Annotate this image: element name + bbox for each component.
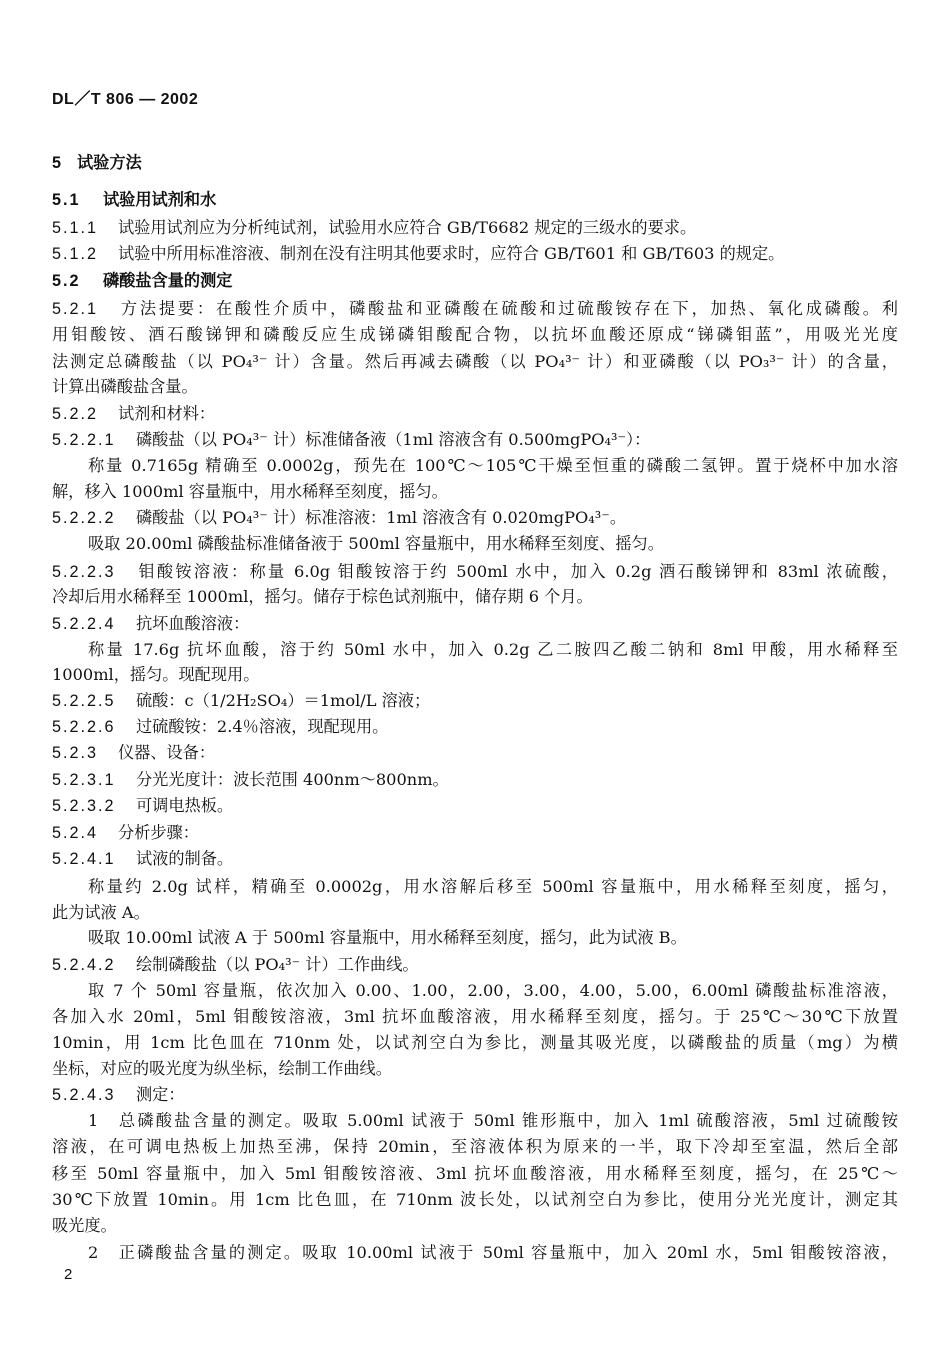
line-text: 30℃下放置 10min。用 1cm 比色皿，在 710nm 波长处，以试剂空白为参比，使用分光光度计，测定其 xyxy=(52,1190,898,1209)
text-line xyxy=(52,716,898,738)
section-number: 5.2.2.1 xyxy=(52,431,116,449)
text-line xyxy=(52,1006,898,1028)
line-text: 解，移入 1000ml 容量瓶中，用水稀释至刻度，摇匀。 xyxy=(52,482,448,501)
text-line xyxy=(52,507,898,529)
text-line xyxy=(52,403,898,425)
line-text: 吸光度。 xyxy=(52,1216,117,1235)
line-text: 此为试液 A。 xyxy=(52,903,150,922)
line-text: 称量约 2.0g 试样，精确至 0.0002g，用水溶解后移至 500ml 容量瓶中，用水稀释至刻度，摇匀， xyxy=(88,877,898,896)
section-number: 5.2.2.3 xyxy=(52,563,116,581)
line-text: 取 7 个 50ml 容量瓶，依次加入 0.00、1.00，2.00，3.00，4.00，5.00，6.00ml 磷酸盐标准溶液， xyxy=(88,981,898,1000)
line-text: 1 总磷酸盐含量的测定。吸取 5.00ml 试液于 50ml 锥形瓶中，加入 1ml 硫酸溶液，5ml 过硫酸铵 xyxy=(88,1111,898,1130)
text-line xyxy=(52,1189,898,1211)
text-line xyxy=(52,270,898,292)
line-text: 称量 17.6g 抗坏血酸，溶于约 50ml 水中，加入 0.2g 乙二胺四乙酸二钠和 8ml 甲酸，用水稀释至 xyxy=(88,640,898,659)
section-number: 5.2.1 xyxy=(52,300,99,318)
line-text: 试验用试剂应为分析纯试剂，试验用水应符合 GB/T6682 规定的三级水的要求。 xyxy=(118,218,697,237)
text-line xyxy=(52,1163,898,1185)
text-line xyxy=(88,980,898,1002)
line-text: 方法提要：在酸性介质中，磷酸盐和亚磷酸在硫酸和过硫酸铵存在下，加热、氧化成磷酸。利 xyxy=(118,299,898,318)
section-number: 5.2.4 xyxy=(52,824,99,842)
text-line xyxy=(52,324,898,346)
section-number: 5.2.2.2 xyxy=(52,509,116,527)
text-line xyxy=(88,639,898,661)
line-text: 称量 0.7165g 精确至 0.0002g，预先在 100℃～105℃干燥至恒重的磷酸二氢钾。置于烧杯中加水溶 xyxy=(88,456,898,475)
line-text: 移至 50ml 容量瓶中，加入 5ml 钼酸铵溶液、3ml 抗坏血酸溶液，用水稀释至刻度，摇匀，在 25℃～ xyxy=(52,1164,898,1183)
text-line xyxy=(52,1084,898,1106)
section-number: 5.2.4.1 xyxy=(52,850,116,868)
text-line xyxy=(88,876,898,898)
text-line xyxy=(88,455,898,477)
text-line xyxy=(52,152,898,174)
section-number: 5.2.3 xyxy=(52,744,99,762)
section-number: 5.2 xyxy=(52,272,81,290)
line-text: 各加入水 20ml，5ml 钼酸铵溶液，3ml 抗坏血酸溶液，用水稀释至刻度，摇匀。于 25℃～30℃下放置 xyxy=(52,1007,898,1026)
text-line xyxy=(52,822,898,844)
line-text: 2 正磷酸盐含量的测定。吸取 10.00ml 试液于 50ml 容量瓶中，加入 20ml 水，5ml 钼酸铵溶液， xyxy=(88,1243,898,1262)
text-line xyxy=(88,927,898,949)
text-line xyxy=(52,1058,898,1080)
line-text: 10min，用 1cm 比色皿在 710nm 处，以试剂空白为参比，测量其吸光度，以磷酸盐的质量（mg）为横 xyxy=(52,1033,898,1052)
text-line xyxy=(52,586,898,608)
line-text: 1000ml，摇匀。现配现用。 xyxy=(52,665,260,684)
section-number: 5.2.4.3 xyxy=(52,1086,116,1104)
text-line xyxy=(52,1136,898,1158)
text-line xyxy=(52,902,898,924)
section-number: 5.2.2 xyxy=(52,405,99,423)
section-heading: 磷酸盐含量的测定 xyxy=(103,271,233,290)
line-text: 试液的制备。 xyxy=(136,849,234,868)
text-line xyxy=(52,613,898,635)
standard-header: DL／T 806 — 2002 xyxy=(52,91,199,108)
text-line xyxy=(52,561,898,583)
line-text: 分光光度计：波长范围 400nm～800nm。 xyxy=(136,770,449,789)
line-text: 可调电热板。 xyxy=(136,796,234,815)
line-text: 磷酸盐（以 PO₄³⁻ 计）标准储备液（1ml 溶液含有 0.500mgPO₄³⁻）： xyxy=(136,430,651,449)
section-number: 5.2.2.4 xyxy=(52,615,116,633)
section-number: 5.2.3.1 xyxy=(52,771,116,789)
text-line xyxy=(52,217,898,239)
section-number: 5.2.2.5 xyxy=(52,692,116,710)
line-text: 试剂和材料： xyxy=(118,404,216,423)
text-line xyxy=(52,189,898,211)
text-line xyxy=(52,690,898,712)
text-line xyxy=(52,298,898,320)
line-text: 法测定总磷酸盐（以 PO₄³⁻ 计）含量。然后再减去磷酸（以 PO₄³⁻ 计）和亚磷酸（以 PO₃³⁻ 计）的含量， xyxy=(52,352,898,371)
line-text: 绘制磷酸盐（以 PO₄³⁻ 计）工作曲线。 xyxy=(136,955,419,974)
line-text: 抗坏血酸溶液： xyxy=(136,614,250,633)
line-text: 吸取 20.00ml 磷酸盐标准储备液于 500ml 容量瓶中，用水稀释至刻度、摇匀。 xyxy=(88,534,664,553)
section-number: 5.2.3.2 xyxy=(52,797,116,815)
line-text: 磷酸盐（以 PO₄³⁻ 计）标准溶液：1ml 溶液含有 0.020mgPO₄³⁻。 xyxy=(136,508,627,527)
line-text: 用钼酸铵、酒石酸锑钾和磷酸反应生成锑磷钼酸配合物，以抗坏血酸还原成“锑磷钼蓝”，用吸光光度 xyxy=(52,325,898,344)
section-number: 5.1 xyxy=(52,191,81,209)
line-text: 冷却后用水稀释至 1000ml，摇匀。储存于棕色试剂瓶中，储存期 6 个月。 xyxy=(52,587,593,606)
text-line xyxy=(52,795,898,817)
page-number: 2 xyxy=(64,1266,73,1283)
line-text: 计算出磷酸盐含量。 xyxy=(52,377,198,396)
line-text: 测定： xyxy=(136,1085,185,1104)
text-line xyxy=(52,742,898,764)
text-line xyxy=(52,351,898,373)
text-line xyxy=(52,481,898,503)
section-number: 5.1.2 xyxy=(52,245,99,263)
text-line xyxy=(88,1242,898,1264)
text-line xyxy=(52,848,898,870)
text-line xyxy=(52,1215,898,1237)
line-text: 过硫酸铵：2.4％溶液，现配现用。 xyxy=(136,717,389,736)
text-line xyxy=(52,376,898,398)
line-text: 溶液，在可调电热板上加热至沸，保持 20min，至溶液体积为原来的一半，取下冷却至室温，然后全部 xyxy=(52,1137,898,1156)
text-line xyxy=(88,1110,898,1132)
line-text: 钼酸铵溶液：称量 6.0g 钼酸铵溶于约 500ml 水中，加入 0.2g 酒石酸锑钾和 83ml 浓硫酸， xyxy=(136,562,898,581)
line-text: 分析步骤： xyxy=(118,823,199,842)
line-text: 仪器、设备： xyxy=(118,743,216,762)
line-text: 试验中所用标准溶液、制剂在没有注明其他要求时，应符合 GB/T601 和 GB/T603 的规定。 xyxy=(118,244,785,263)
section-number: 5.1.1 xyxy=(52,219,99,237)
text-line xyxy=(52,954,898,976)
text-line xyxy=(52,1032,898,1054)
section-number: 5.2.4.2 xyxy=(52,956,116,974)
section-number: 5 xyxy=(52,154,64,172)
text-line xyxy=(52,769,898,791)
line-text: 坐标，对应的吸光度为纵坐标，绘制工作曲线。 xyxy=(52,1059,392,1078)
text-line xyxy=(52,664,898,686)
line-text: 硫酸：c（1/2H₂SO₄）＝1mol/L 溶液； xyxy=(136,691,431,710)
section-number: 5.2.2.6 xyxy=(52,718,116,736)
line-text: 吸取 10.00ml 试液 A 于 500ml 容量瓶中，用水稀释至刻度，摇匀，此为试液 B。 xyxy=(88,928,687,947)
text-line xyxy=(52,243,898,265)
text-line xyxy=(88,533,898,555)
text-line xyxy=(52,429,898,451)
section-heading: 试验方法 xyxy=(77,153,142,172)
section-heading: 试验用试剂和水 xyxy=(103,190,217,209)
